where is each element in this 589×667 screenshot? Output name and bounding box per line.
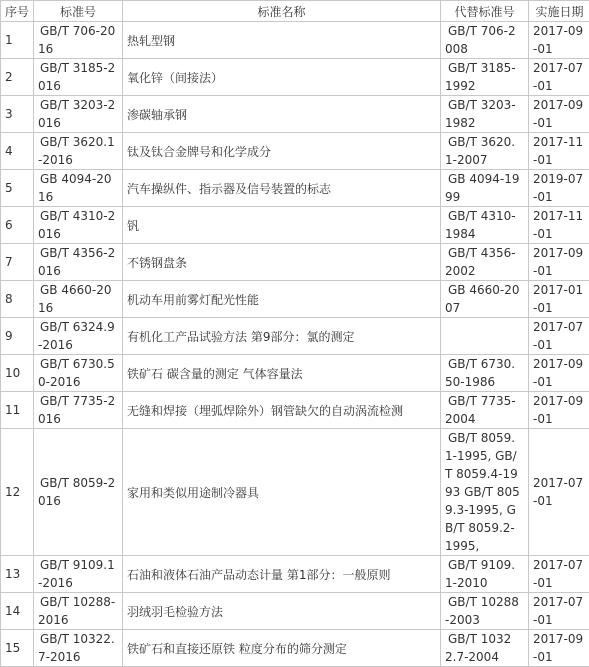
standard-name-cell	[123, 556, 441, 593]
replaced-standard-cell	[441, 429, 529, 556]
serial-number-cell	[1, 318, 34, 355]
replaced-standard-cell-text: GB/T 10322.7-2004	[445, 632, 512, 664]
replaced-standard-cell	[441, 392, 529, 429]
effective-date-cell-text: 2017-07-01	[533, 61, 584, 93]
effective-date-cell-text: 2019-07-01	[533, 172, 584, 204]
effective-date-cell	[529, 429, 589, 556]
standard-number-cell	[34, 392, 123, 429]
effective-date-cell	[529, 59, 589, 96]
effective-date-cell-text: 2017-01-01	[533, 283, 584, 315]
standard-number-cell	[34, 170, 123, 207]
effective-date-cell-text: 2017-07-01	[533, 595, 584, 627]
effective-date-cell	[529, 355, 589, 392]
standard-name-cell-text: 石油和液体石油产品动态计量 第1部分：一般原则	[127, 567, 391, 582]
serial-number-cell	[1, 22, 34, 59]
standard-number-cell-text: GB/T 4356-2016	[38, 246, 116, 278]
serial-number-cell-text: 14	[5, 604, 21, 618]
standard-number-cell-text: GB/T 3620.1-2016	[38, 135, 115, 167]
standard-number-cell	[34, 281, 123, 318]
serial-number-cell	[1, 281, 34, 318]
standard-name-cell-text: 热轧型钢	[127, 33, 176, 48]
standard-name-cell	[123, 281, 441, 318]
effective-date-cell-text: 2017-09-01	[533, 632, 584, 664]
serial-number-cell-text: 11	[5, 403, 21, 417]
standard-name-cell	[123, 355, 441, 392]
serial-number-cell	[1, 244, 34, 281]
table-row	[1, 207, 589, 244]
standard-name-cell-text: 氧化锌（间接法）	[127, 70, 224, 85]
serial-number-cell	[1, 133, 34, 170]
header-effective-date: 实施日期	[529, 1, 589, 22]
table-row	[1, 133, 589, 170]
standard-name-cell	[123, 318, 441, 355]
serial-number-cell-text: 15	[5, 641, 21, 655]
replaced-standard-cell-text: GB/T 3185-1992	[445, 61, 516, 93]
table-row	[1, 392, 589, 429]
serial-number-cell	[1, 170, 34, 207]
header-replaced-standard: 代替标准号	[441, 1, 529, 22]
serial-number-cell-text: 5	[5, 181, 13, 195]
standard-number-cell	[34, 133, 123, 170]
standard-name-cell	[123, 207, 441, 244]
standard-name-cell-text: 有机化工产品试验方法 第9部分：氯的测定	[127, 329, 355, 344]
table-row	[1, 593, 589, 630]
table-row	[1, 429, 589, 556]
serial-number-cell	[1, 59, 34, 96]
standard-number-cell	[34, 318, 123, 355]
serial-number-cell-text: 4	[5, 144, 13, 158]
standard-name-cell-text: 无缝和焊接（埋弧焊除外）钢管缺欠的自动涡流检测	[127, 403, 404, 418]
table-row	[1, 22, 589, 59]
serial-number-cell-text: 2	[5, 70, 13, 84]
table-body	[1, 22, 589, 667]
effective-date-cell	[529, 281, 589, 318]
standard-number-cell	[34, 244, 123, 281]
serial-number-cell	[1, 429, 34, 556]
serial-number-cell	[1, 355, 34, 392]
replaced-standard-cell	[441, 22, 529, 59]
serial-number-cell	[1, 96, 34, 133]
replaced-standard-cell	[441, 281, 529, 318]
standard-number-cell-text: GB 4094-2016	[38, 172, 112, 204]
standard-name-cell-text: 机动车用前雾灯配光性能	[127, 292, 260, 307]
effective-date-cell-text: 2017-09-01	[533, 394, 584, 426]
serial-number-cell-text: 10	[5, 366, 21, 380]
replaced-standard-cell	[441, 556, 529, 593]
serial-number-cell	[1, 392, 34, 429]
standard-name-cell	[123, 593, 441, 630]
standard-name-cell	[123, 244, 441, 281]
table-row	[1, 630, 589, 667]
standard-number-cell-text: GB/T 706-2016	[38, 24, 116, 56]
standard-name-cell-text: 不锈钢盘条	[127, 255, 188, 270]
standard-name-cell-text: 家用和类似用途制冷器具	[127, 485, 260, 500]
replaced-standard-cell-text: GB/T 3203-1982	[445, 98, 516, 130]
effective-date-cell-text: 2017-09-01	[533, 357, 584, 389]
standard-number-cell	[34, 22, 123, 59]
standard-number-cell-text: GB/T 3203-2016	[38, 98, 116, 130]
header-standard-name: 标准名称	[123, 1, 441, 22]
standard-name-cell	[123, 630, 441, 667]
replaced-standard-cell	[441, 593, 529, 630]
standard-number-cell-text: GB/T 3185-2016	[38, 61, 116, 93]
serial-number-cell-text: 12	[5, 485, 21, 499]
effective-date-cell	[529, 593, 589, 630]
standard-number-cell-text: GB 4660-2016	[38, 283, 112, 315]
standard-number-cell	[34, 429, 123, 556]
table-row	[1, 318, 589, 355]
replaced-standard-cell	[441, 59, 529, 96]
standard-number-cell-text: GB/T 8059-2016	[38, 476, 116, 508]
replaced-standard-cell-text: GB/T 6730.50-1986	[445, 357, 516, 389]
standard-name-cell	[123, 429, 441, 556]
standard-number-cell	[34, 355, 123, 392]
standard-number-cell	[34, 207, 123, 244]
replaced-standard-cell-text: GB/T 4310-1984	[445, 209, 516, 241]
standard-name-cell	[123, 392, 441, 429]
standard-number-cell-text: GB/T 10322.7-2016	[38, 632, 115, 664]
replaced-standard-cell-text: GB 4660-2007	[445, 283, 520, 315]
serial-number-cell	[1, 593, 34, 630]
header-standard-number: 标准号	[34, 1, 123, 22]
standard-number-cell-text: GB/T 9109.1-2016	[38, 558, 115, 590]
effective-date-cell-text: 2017-07-01	[533, 320, 584, 352]
replaced-standard-cell	[441, 96, 529, 133]
effective-date-cell	[529, 133, 589, 170]
serial-number-cell-text: 8	[5, 292, 13, 306]
serial-number-cell	[1, 556, 34, 593]
replaced-standard-cell	[441, 244, 529, 281]
effective-date-cell	[529, 556, 589, 593]
effective-date-cell	[529, 207, 589, 244]
standard-name-cell-text: 钒	[127, 218, 140, 233]
header-row	[1, 1, 589, 22]
replaced-standard-cell	[441, 630, 529, 667]
table-row	[1, 281, 589, 318]
effective-date-cell-text: 2017-11-01	[533, 209, 584, 241]
standard-name-cell-text: 铁矿石 碳含量的测定 气体容量法	[127, 366, 303, 381]
standard-name-cell-text: 铁矿石和直接还原铁 粒度分布的筛分测定	[127, 641, 347, 656]
standard-name-cell	[123, 133, 441, 170]
replaced-standard-cell-text: GB/T 7735-2004	[445, 394, 516, 426]
serial-number-cell-text: 1	[5, 33, 13, 47]
effective-date-cell-text: 2017-09-01	[533, 246, 584, 278]
standard-name-cell-text: 汽车操纵件、指示器及信号装置的标志	[127, 181, 332, 196]
standard-name-cell	[123, 96, 441, 133]
header-serial-number: 序号	[1, 1, 34, 22]
effective-date-cell-text: 2017-07-01	[533, 476, 584, 508]
replaced-standard-cell	[441, 318, 529, 355]
effective-date-cell	[529, 630, 589, 667]
standard-name-cell	[123, 22, 441, 59]
standard-number-cell-text: GB/T 6324.9-2016	[38, 320, 115, 352]
standard-name-cell-text: 钛及钛合金牌号和化学成分	[127, 144, 272, 159]
effective-date-cell	[529, 244, 589, 281]
standard-number-cell-text: GB/T 10288-2016	[38, 595, 116, 627]
standard-name-cell	[123, 170, 441, 207]
effective-date-cell-text: 2017-11-01	[533, 135, 584, 167]
standard-name-cell	[123, 59, 441, 96]
replaced-standard-cell-text: GB/T 706-2008	[445, 24, 516, 56]
replaced-standard-cell-text: GB/T 4356-2002	[445, 246, 516, 278]
replaced-standard-cell	[441, 170, 529, 207]
standard-number-cell	[34, 96, 123, 133]
effective-date-cell	[529, 170, 589, 207]
serial-number-cell-text: 7	[5, 255, 13, 269]
standard-number-cell-text: GB/T 7735-2016	[38, 394, 116, 426]
replaced-standard-cell	[441, 133, 529, 170]
effective-date-cell-text: 2017-07-01	[533, 558, 584, 590]
serial-number-cell-text: 3	[5, 107, 13, 121]
table-row	[1, 170, 589, 207]
serial-number-cell	[1, 630, 34, 667]
standard-number-cell-text: GB/T 6730.50-2016	[38, 357, 115, 389]
standard-number-cell	[34, 556, 123, 593]
table-row	[1, 556, 589, 593]
standard-number-cell	[34, 593, 123, 630]
replaced-standard-cell	[441, 355, 529, 392]
standard-number-cell	[34, 59, 123, 96]
standard-number-cell-text: GB/T 4310-2016	[38, 209, 116, 241]
standard-name-cell-text: 渗碳轴承钢	[127, 107, 188, 122]
table-row	[1, 244, 589, 281]
effective-date-cell	[529, 96, 589, 133]
serial-number-cell-text: 13	[5, 567, 21, 581]
serial-number-cell-text: 9	[5, 329, 13, 343]
serial-number-cell	[1, 207, 34, 244]
replaced-standard-cell-text: GB 4094-1999	[445, 172, 520, 204]
replaced-standard-cell-text: GB/T 8059.1-1995, GB/T 8059.4-1993 GB/T 8059.3-1995, GB/T 8059.2-1995,	[445, 431, 520, 553]
effective-date-cell	[529, 22, 589, 59]
replaced-standard-cell-text: GB/T 3620.1-2007	[445, 135, 516, 167]
replaced-standard-cell-text: GB/T 10288-2003	[445, 595, 519, 627]
table-row	[1, 59, 589, 96]
effective-date-cell-text: 2017-09-01	[533, 98, 584, 130]
replaced-standard-cell-text: GB/T 9109.1-2010	[445, 558, 516, 590]
effective-date-cell-text: 2017-09-01	[533, 24, 584, 56]
standard-number-cell	[34, 630, 123, 667]
table-row	[1, 96, 589, 133]
effective-date-cell	[529, 392, 589, 429]
standard-name-cell-text: 羽绒羽毛检验方法	[127, 604, 224, 619]
table-row	[1, 355, 589, 392]
serial-number-cell-text: 6	[5, 218, 13, 232]
replaced-standard-cell	[441, 207, 529, 244]
effective-date-cell	[529, 318, 589, 355]
